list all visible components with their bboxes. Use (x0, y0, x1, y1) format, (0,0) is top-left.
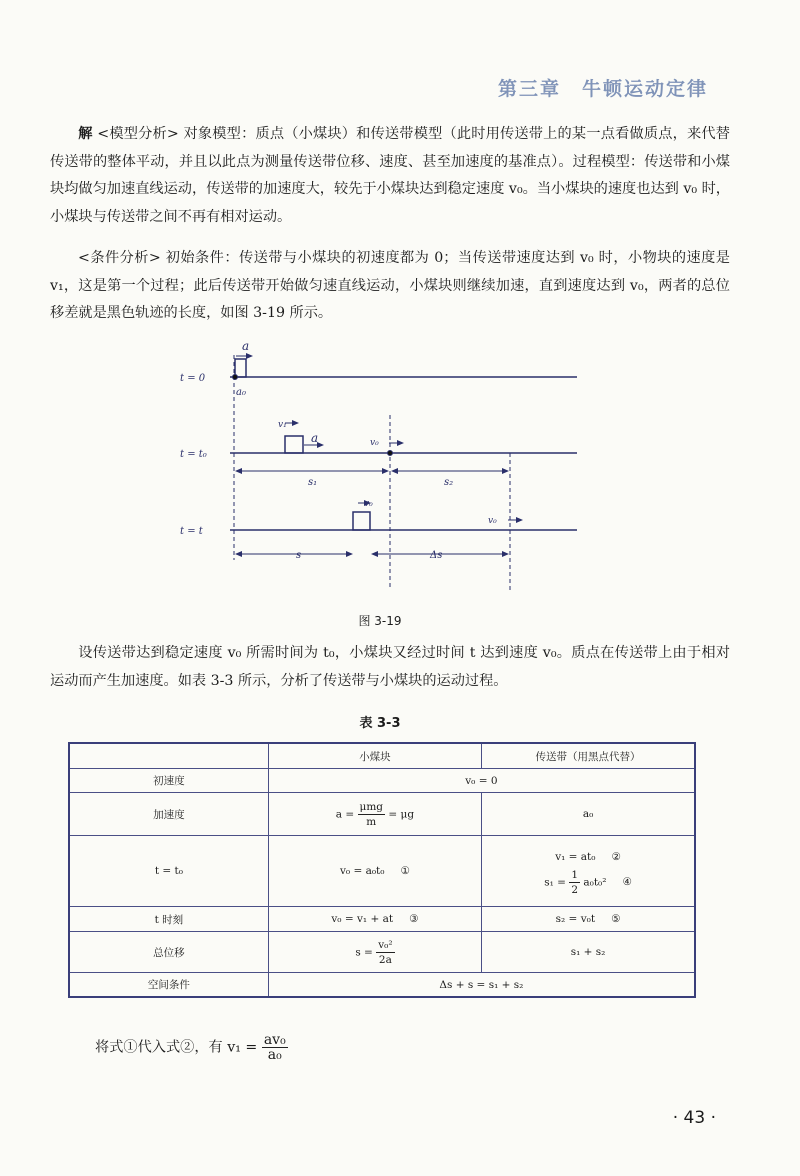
chapter-header: 第三章 牛顿运动定律 (497, 78, 708, 100)
fraction-denominator: 2 (571, 883, 578, 896)
table-caption: 表 3-3 (359, 716, 401, 731)
label-t0: t = 0 (180, 373, 206, 384)
header-belt: 传送带（用黑点代替） (482, 743, 695, 769)
row-label-spatial-condition: 空间条件 (69, 973, 268, 998)
label-v0-mid: v₀ (370, 438, 379, 448)
belt-acceleration: a₀ (482, 793, 695, 836)
equation-marker-1: ① (400, 865, 410, 877)
equation-4-suffix: a₀t₀² (583, 876, 607, 888)
label-tt: t = t (180, 526, 203, 537)
figure-3-19-diagram (172, 335, 592, 597)
fraction-denominator: 2a (378, 953, 392, 966)
row-label-initial-velocity: 初速度 (69, 769, 268, 793)
fraction-numerator: av₀ (263, 1032, 286, 1048)
equation-2: v₁ = at₀ (555, 850, 596, 863)
equation-1: v₀ = a₀t₀ (339, 865, 385, 877)
paragraph-condition-analysis (50, 245, 730, 328)
label-a-mid: a (311, 431, 319, 445)
belt-point-t0 (233, 375, 238, 380)
table-header-row (69, 743, 695, 769)
label-s2: s₂ (444, 477, 454, 488)
coal-acceleration (268, 793, 481, 836)
label-s1: s₁ (308, 477, 318, 488)
spatial-condition-value: Δs + s = s₁ + s₂ (268, 973, 695, 998)
belt-total-displacement: s₁ + s₂ (482, 932, 695, 973)
table-row (69, 769, 695, 793)
coal-total-displacement (268, 932, 481, 973)
fraction-denominator: m (366, 815, 377, 828)
equation-4-fraction (569, 868, 580, 897)
header-coal: 小煤块 (268, 743, 481, 769)
initial-velocity-value: v₀ = 0 (268, 769, 695, 793)
motion-table (68, 742, 696, 998)
coal-acceleration-fraction (358, 800, 386, 829)
label-tt0: t = t₀ (180, 449, 207, 460)
conclusion-fraction (262, 1033, 288, 1062)
coal-block-t (353, 512, 370, 530)
paragraph-model-analysis (50, 121, 730, 231)
paragraph-setup (50, 640, 730, 695)
table-row (69, 793, 695, 836)
equation-marker-5: ⑤ (611, 913, 621, 925)
label-v1: v₁ (278, 420, 287, 430)
row-label-acceleration: 加速度 (69, 793, 268, 836)
paragraph-condition-analysis-text: <条件分析> 初始条件：传送带与小煤块的初速度都为 0；当传送带速度达到 v₀ 时，小物块的速度是 v₁，这是第一个过程；此后传送带开始做匀速直线运动，小煤块则继续加速，直到速度达到 v₀，两者的总位移差就是黑色轨迹的长度，如图 3-19 所示。 (50, 250, 730, 321)
conclusion-prefix: 将式①代入式②，有 v₁ = (95, 1039, 258, 1056)
solution-lead: 解 (78, 126, 93, 142)
table-row (69, 932, 695, 973)
coal-block-tt0 (285, 436, 303, 453)
belt-t-moment (482, 907, 695, 932)
fraction-numerator: μmg (359, 800, 384, 813)
page-number: · 43 · (672, 1108, 716, 1128)
fraction-denominator: a₀ (267, 1047, 282, 1063)
table-row (69, 907, 695, 932)
table-row (69, 836, 695, 907)
equation-marker-4: ④ (622, 876, 632, 888)
coal-acceleration-suffix: = μg (388, 808, 415, 820)
paragraph-setup-text: 设传送带达到稳定速度 v₀ 所需时间为 t₀，小煤块又经过时间 t 达到速度 v₀。质点在传送带上由于相对运动而产生加速度。如表 3-3 所示，分析了传送带与小煤块的运动过程。 (50, 645, 730, 689)
equation-3: v₀ = v₁ + at (331, 913, 394, 925)
fraction-numerator: v₀² (378, 938, 393, 951)
table-row (69, 973, 695, 998)
coal-displacement-fraction (376, 938, 394, 967)
label-v0-right: v₀ (488, 516, 497, 526)
figure-caption: 图 3-19 (358, 614, 402, 628)
coal-t-eq-t0 (268, 836, 481, 907)
label-s: s (296, 550, 302, 561)
coal-t-moment (268, 907, 481, 932)
belt-point-tt0 (388, 451, 393, 456)
paragraph-model-analysis-text: <模型分析> 对象模型：质点（小煤块）和传送带模型（此时用传送带上的某一点看做质点，来代替传送带的整体平动，并且以此点为测量传送带位移、速度、甚至加速度的基准点）。过程模型：传送带和小煤块均做匀加速直线运动，传送带的加速度大，较先于小煤块达到稳定速度 v₀。当小煤块的速度也达到 v₀ 时，小煤块与传送带之间不再有相对运动。 (50, 126, 730, 225)
row-label-t-eq-t0: t = t₀ (69, 836, 268, 907)
equation-4-prefix: s₁ = (544, 876, 566, 888)
conclusion-equation (95, 1033, 288, 1062)
coal-block-t0 (235, 359, 246, 377)
label-a-top: a (242, 339, 250, 353)
equation-marker-3: ③ (409, 913, 419, 925)
row-label-total-displacement: 总位移 (69, 932, 268, 973)
fraction-numerator: 1 (571, 868, 578, 881)
belt-t-eq-t0 (482, 836, 695, 907)
label-v0-block: v₀ (364, 499, 373, 509)
label-ds: Δs (430, 550, 443, 561)
coal-acceleration-prefix: a = (335, 808, 355, 820)
equation-marker-2: ② (611, 850, 621, 863)
header-empty (69, 743, 268, 769)
row-label-t-moment: t 时刻 (69, 907, 268, 932)
label-a0: a₀ (236, 387, 246, 398)
equation-5: s₂ = v₀t (555, 913, 596, 925)
coal-displacement-prefix: s = (355, 946, 373, 958)
